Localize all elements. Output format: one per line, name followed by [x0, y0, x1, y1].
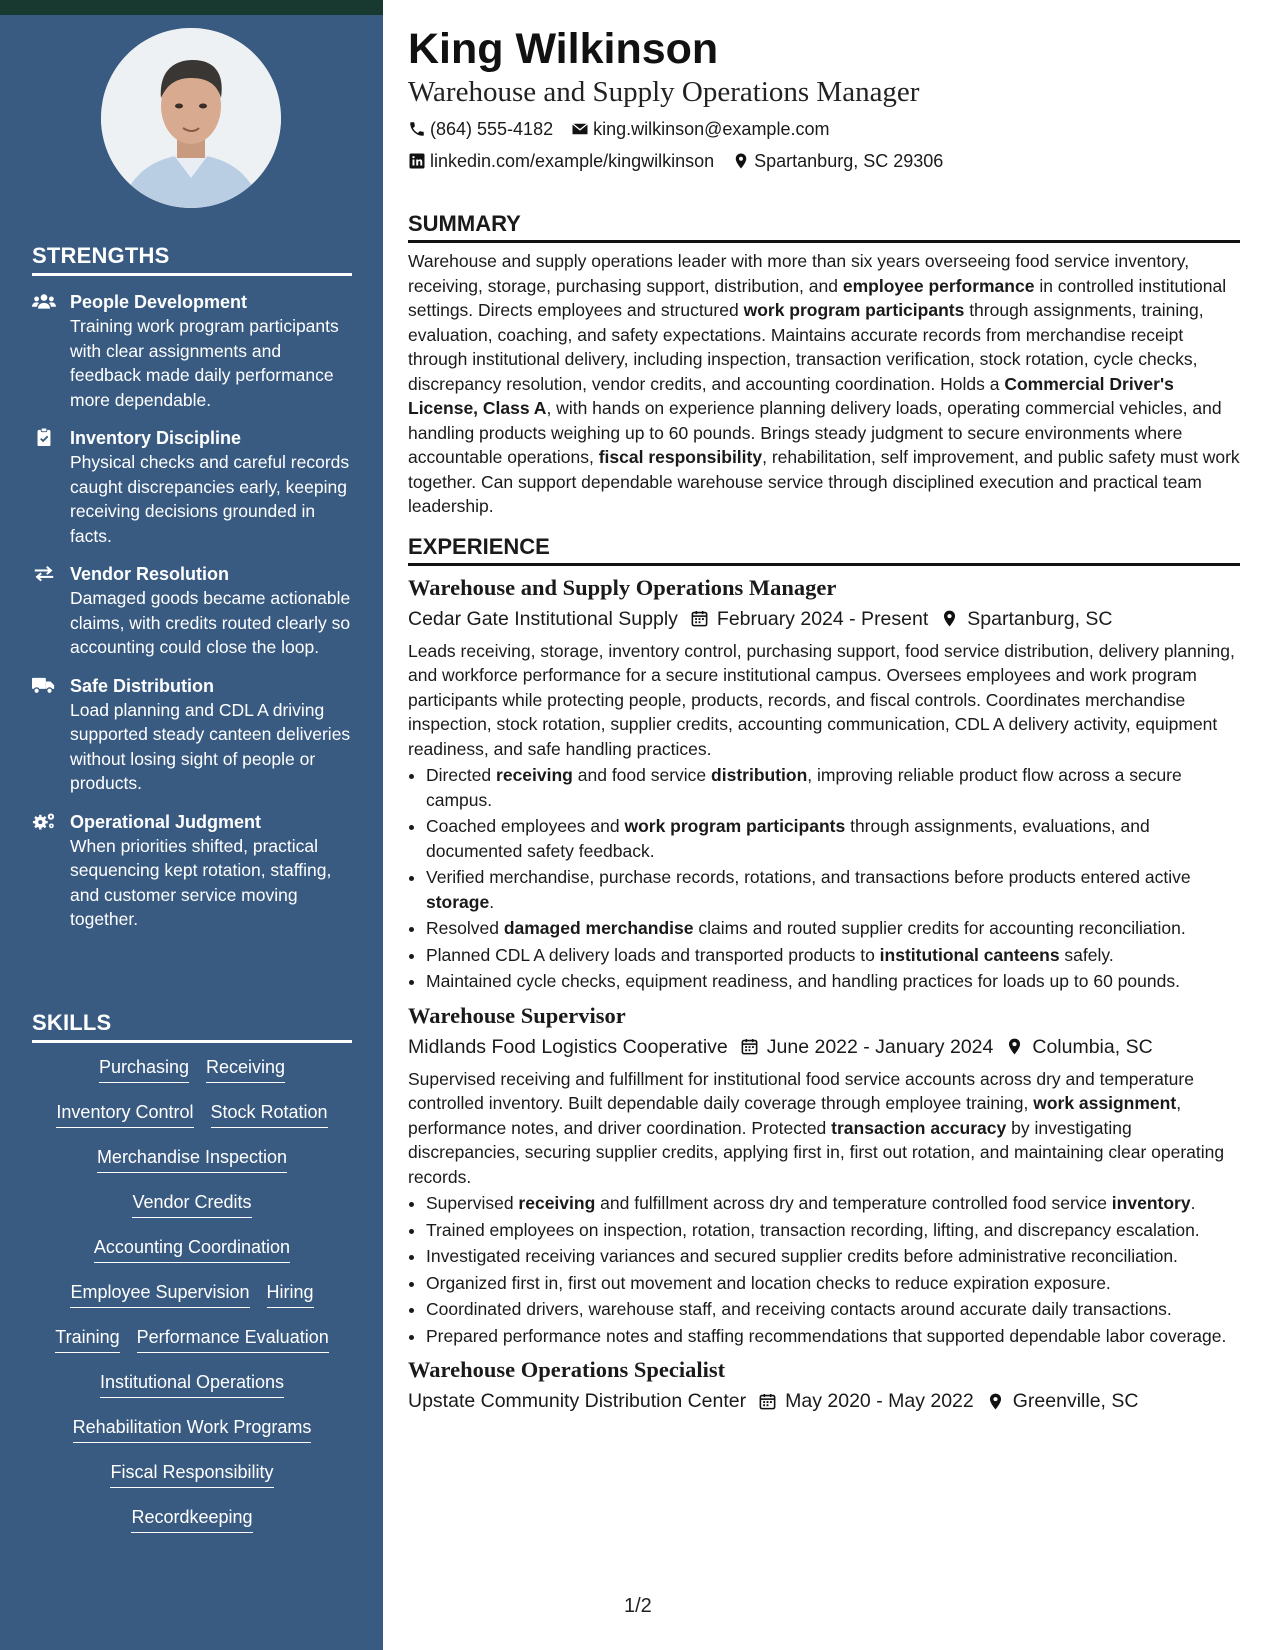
bullet-bold: receiving: [496, 765, 573, 785]
location-contact: [732, 149, 943, 173]
bullet-bold: work program participants: [624, 816, 846, 836]
job-company: Upstate Community Distribution Center: [408, 1390, 747, 1412]
job-title: Warehouse Operations Specialist: [408, 1357, 726, 1382]
job-dates-text: February 2024 - Present: [716, 607, 929, 630]
job-location-text: Greenville, SC: [1012, 1390, 1139, 1412]
job-bullet: [426, 1244, 1240, 1269]
bullet-text: Organized first in, first out movement and location checks to reduce expiration exposure.: [426, 1272, 1111, 1293]
bullet-bold: distribution: [711, 765, 808, 785]
job-description-bold: transaction accuracy: [831, 1117, 1007, 1138]
job-bullets: [408, 1191, 1240, 1348]
email-contact[interactable]: [571, 117, 829, 141]
job-meta: [408, 605, 1240, 633]
strength-description: Damaged goods became actionable claims, with credits routed clearly so accounting could close the loop.: [70, 588, 351, 657]
skill-row: [32, 1280, 352, 1325]
bullet-text: , improving reliable product flow across a secure campus.: [426, 765, 1182, 810]
skill-row: [32, 1415, 352, 1460]
bullet-text: .: [1190, 1193, 1196, 1213]
bullet-text: Resolved: [426, 918, 504, 938]
bullet-text: Verified merchandise, purchase records, rotations, and transactions before products entered active: [426, 867, 1191, 887]
job-description-text: Leads receiving, storage, inventory control, purchasing support, food service distribution, delivery planning, and workforce performance for a secure institutional campus. Oversees employees and work program participants while protecting people, products, records, and fiscal controls. Coordinates merchandise inspection, stock rotation, supplier credits, accounting communication, CDL A delivery activity, equipment readiness, and safe handling practices.: [408, 640, 1235, 759]
skill-row: [32, 1190, 352, 1235]
top-accent-bar: [0, 0, 383, 15]
job-bullet: [426, 969, 1240, 994]
bullet-bold: receiving: [518, 1193, 596, 1213]
job-bullet: [426, 916, 1240, 941]
strength-title: Operational Judgment: [70, 811, 262, 832]
skills-section: [32, 1010, 352, 1550]
skill-tag: Rehabilitation Work Programs: [73, 1415, 312, 1443]
summary-bold: employee performance: [842, 275, 1035, 296]
envelope-icon: [571, 120, 589, 138]
contact-row-2: [408, 149, 1240, 173]
bullet-text: safely.: [1059, 944, 1114, 965]
job-dates: [758, 1387, 974, 1415]
bullet-bold: institutional canteens: [879, 944, 1060, 965]
bullet-text: through assignments, evaluations, and documented safety feedback.: [426, 816, 1150, 861]
job-description-text: by investigating discrepancies, securing supplier credits, applying first in, first out rotation, and maintaining clear operating records.: [408, 1117, 1225, 1187]
summary-heading: SUMMARY: [408, 210, 1240, 243]
phone-contact: [408, 117, 553, 141]
job-description-text: Supervised receiving and fulfillment for institutional food service accounts across dry and temperature controlled inventory. Built dependable daily coverage through employee training,: [408, 1068, 1194, 1113]
job-bullet: [426, 1297, 1240, 1322]
skill-tag: Training: [55, 1325, 119, 1353]
skill-tag: Accounting Coordination: [94, 1235, 290, 1263]
calendar-icon: [758, 1392, 777, 1411]
map-pin-icon: [732, 152, 750, 170]
job-bullet: [426, 814, 1240, 863]
job-title: Warehouse and Supply Operations Manager: [408, 574, 837, 600]
skill-row: [32, 1370, 352, 1415]
map-pin-icon: [986, 1392, 1005, 1411]
skill-tag: Purchasing: [99, 1055, 189, 1083]
bullet-bold: storage: [426, 891, 490, 912]
linkedin-icon: [408, 152, 426, 170]
job-description: [408, 1067, 1240, 1190]
strength-item: [32, 562, 352, 660]
linkedin-link[interactable]: linkedin.com/example/kingwilkinson: [430, 151, 715, 171]
summary-text: through assignments, training, evaluation, coaching, and safety expectations. Maintains accurate records from merchandise receipt through institutional delivery, including inspection, transaction verification, stock rotation, cycle checks, discrepancy resolution, vendor credits, and accounting coordination. Holds a: [408, 300, 1204, 394]
job-bullet: [426, 763, 1240, 812]
skills-list: [32, 1055, 352, 1550]
strength-description: When priorities shifted, practical sequencing kept rotation, staffing, and customer service moving together.: [70, 835, 332, 929]
phone-icon: [408, 120, 426, 138]
bullet-text: claims and routed supplier credits for accounting reconciliation.: [693, 918, 1186, 938]
skills-heading: SKILLS: [32, 1010, 352, 1043]
strengths-list: [32, 290, 352, 932]
job-company: Cedar Gate Institutional Supply: [408, 607, 678, 630]
skill-tag: Fiscal Responsibility: [110, 1460, 273, 1488]
skill-tag: Inventory Control: [56, 1100, 193, 1128]
summary-bold: fiscal responsibility: [598, 447, 763, 467]
summary-text: , with hands on experience planning delivery loads, operating commercial vehicles, and handling products weighing up to 60 pounds. Brings steady judgment to secure environments where accountable operations,: [408, 398, 1222, 467]
strength-title: Safe Distribution: [70, 675, 215, 696]
job-dates-text: June 2022 - January 2024: [766, 1035, 994, 1058]
job-bullet: [426, 1271, 1240, 1296]
job-bullets: [408, 763, 1240, 994]
contact-row-1: [408, 117, 1240, 141]
job-description-bold: work assignment: [1033, 1093, 1177, 1113]
bullet-bold: inventory: [1111, 1193, 1191, 1213]
strength-description: Physical checks and careful records caught discrepancies early, keeping receiving decisions grounded in facts.: [70, 452, 350, 546]
profile-photo-icon: [101, 28, 281, 208]
experience-heading: EXPERIENCE: [408, 533, 1240, 566]
skill-tag: Stock Rotation: [211, 1100, 328, 1128]
strengths-heading: STRENGTHS: [32, 243, 352, 276]
bullet-text: Trained employees on inspection, rotation, transaction recording, lifting, and discrepancy escalation.: [426, 1219, 1200, 1240]
skill-tag: Institutional Operations: [100, 1370, 284, 1398]
location-text: Spartanburg, SC 29306: [754, 151, 944, 171]
job-bullet: [426, 865, 1240, 914]
gears-icon: [32, 812, 56, 832]
summary-bold: Commercial Driver's License, Class A: [408, 373, 1174, 418]
job-meta: [408, 1033, 1240, 1061]
job-title: Warehouse Supervisor: [408, 1002, 626, 1028]
strength-title: Vendor Resolution: [70, 564, 230, 584]
summary-bold: work program participants: [743, 300, 965, 320]
skill-tag: Vendor Credits: [132, 1190, 251, 1218]
strength-item: [32, 290, 352, 412]
strength-description: Load planning and CDL A driving supported steady canteen deliveries without losing sight of people or products.: [70, 699, 351, 793]
job-location-text: Columbia, SC: [1032, 1035, 1153, 1058]
job-dates: [690, 605, 928, 633]
summary-section: [408, 210, 1240, 519]
job-dates-text: May 2020 - May 2022: [785, 1390, 974, 1412]
bullet-text: Prepared performance notes and staffing recommendations that supported dependable labor coverage.: [426, 1325, 1227, 1346]
job-location: [1005, 1033, 1152, 1061]
bullet-text: Coached employees and: [426, 816, 625, 836]
job-entry: [408, 1002, 1240, 1349]
email-link[interactable]: king.wilkinson@example.com: [593, 119, 830, 139]
strength-item: [32, 426, 352, 548]
sidebar: [0, 15, 383, 1650]
bullet-text: Coordinated drivers, warehouse staff, and receiving contacts around accurate daily transactions.: [426, 1299, 1172, 1319]
page-number: 1/2: [624, 1595, 652, 1617]
skill-tag: Recordkeeping: [131, 1505, 252, 1533]
skill-row: [32, 1505, 352, 1550]
phone-text: (864) 555-4182: [430, 119, 554, 139]
clipboard-check-icon: [32, 428, 56, 448]
candidate-name: King Wilkinson: [408, 25, 719, 73]
candidate-title: Warehouse and Supply Operations Manager: [408, 76, 920, 108]
bullet-text: Planned CDL A delivery loads and transported products to: [426, 944, 880, 965]
job-entry: [408, 1356, 1240, 1415]
experience-section: [408, 533, 1240, 1416]
skill-row: [32, 1235, 352, 1280]
job-description: [408, 639, 1240, 762]
skill-tag: Employee Supervision: [70, 1280, 249, 1308]
job-location-text: Spartanburg, SC: [967, 607, 1113, 630]
avatar: [101, 28, 281, 208]
main-content: [408, 20, 1240, 1415]
truck-icon: [32, 676, 56, 696]
summary-text: Warehouse and supply operations leader with more than six years overseeing food service inventory, receiving, storage, purchasing support, distribution, and: [408, 251, 1190, 296]
job-location: [986, 1387, 1139, 1415]
calendar-icon: [740, 1037, 759, 1056]
job-meta: [408, 1387, 1240, 1415]
strengths-section: [32, 243, 352, 932]
bullet-text: Maintained cycle checks, equipment readiness, and handling practices for loads up to 60 pounds.: [426, 971, 1180, 991]
strength-title: Inventory Discipline: [70, 428, 242, 448]
skill-row: [32, 1100, 352, 1145]
map-pin-icon: [1005, 1037, 1024, 1056]
skill-row: [32, 1325, 352, 1370]
bullet-text: Supervised: [426, 1193, 519, 1213]
skill-tag: Receiving: [206, 1055, 285, 1083]
skill-row: [32, 1460, 352, 1505]
linkedin-contact[interactable]: [408, 149, 714, 173]
bullet-text: and food service: [572, 765, 712, 785]
job-entry: [408, 574, 1240, 994]
summary-text: , rehabilitation, self improvement, and public safety must work together. Can support dependable warehouse service through disciplined execution and practical team leadership.: [408, 447, 1240, 516]
job-bullet: [426, 1218, 1240, 1243]
bullet-text: .: [489, 891, 495, 912]
people-icon: [32, 292, 56, 312]
skill-tag: Performance Evaluation: [137, 1325, 329, 1353]
bullet-text: Investigated receiving variances and secured supplier credits before administrative reconciliation.: [426, 1246, 1178, 1266]
job-description-text: , performance notes, and driver coordination. Protected: [408, 1093, 1182, 1138]
map-pin-icon: [940, 609, 959, 628]
calendar-icon: [690, 609, 709, 628]
skill-row: [32, 1145, 352, 1190]
summary-text: [408, 249, 1240, 519]
job-bullet: [426, 1324, 1240, 1349]
job-bullet: [426, 1191, 1240, 1216]
bullet-text: and fulfillment across dry and temperature controlled food service: [595, 1193, 1112, 1213]
strength-item: [32, 674, 352, 796]
job-dates: [740, 1033, 994, 1061]
strength-title: People Development: [70, 292, 248, 312]
skill-tag: Hiring: [267, 1280, 314, 1308]
strength-item: [32, 810, 352, 932]
jobs-list: [408, 574, 1240, 1416]
job-location: [940, 605, 1112, 633]
bullet-bold: damaged merchandise: [503, 918, 694, 938]
exchange-arrows-icon: [32, 564, 56, 584]
bullet-text: Directed: [426, 765, 497, 785]
summary-text: in controlled institutional settings. Directs employees and structured: [408, 275, 1227, 320]
skill-tag: Merchandise Inspection: [97, 1145, 287, 1173]
strength-description: Training work program participants with clear assignments and feedback made daily performance more dependable.: [70, 316, 339, 410]
job-company: Midlands Food Logistics Cooperative: [408, 1035, 728, 1058]
skill-row: [32, 1055, 352, 1100]
job-bullet: [426, 943, 1240, 968]
